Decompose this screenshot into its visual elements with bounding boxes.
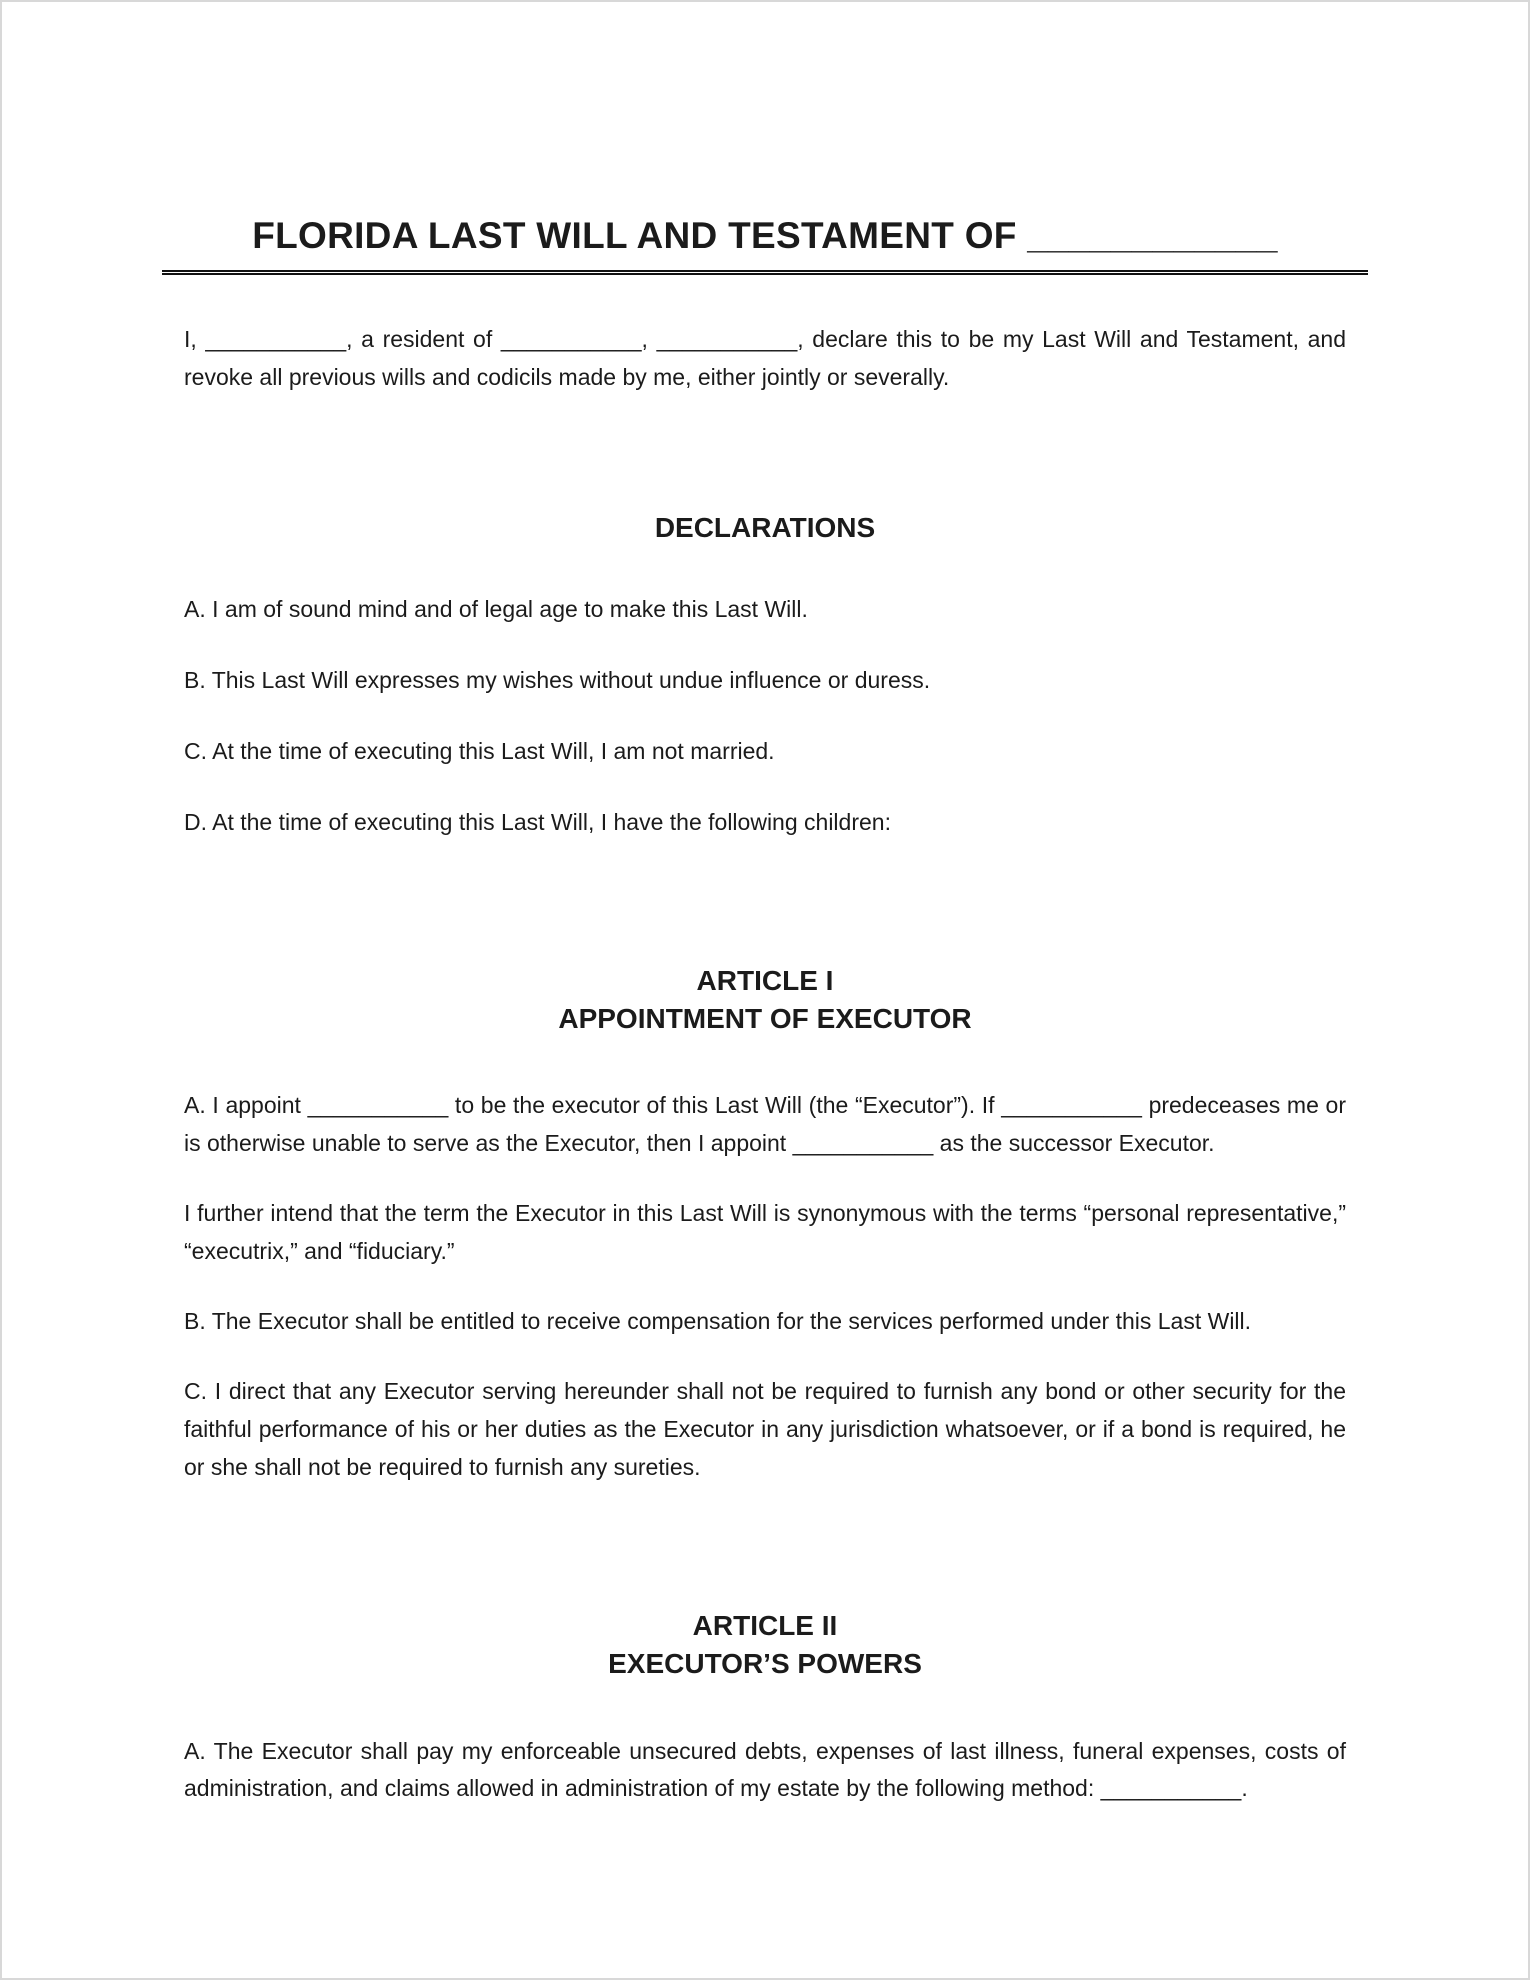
declaration-item-c: C. At the time of executing this Last Will, I am not married.	[184, 737, 775, 764]
declaration-item-b: B. This Last Will expresses my wishes without undue influence or duress.	[184, 667, 931, 693]
article-1-paragraph-c: C. I direct that any Executor serving hereunder shall not be required to furnish any bond or other security for the faithful performance of his or her duties as the Executor in any jurisdiction whatsoever, or if a bond is required, he or she shall not be required to furnish any sureties.	[184, 1378, 1346, 1480]
article-2-section	[184, 1607, 1346, 1808]
article-1-paragraph-b: B. The Executor shall be entitled to receive compensation for the services performed under this Last Will.	[184, 1308, 1252, 1335]
article-2-heading-number: ARTICLE II	[692, 1609, 838, 1641]
article-1-section	[184, 962, 1346, 1487]
declarations-section	[184, 509, 1346, 842]
intro-paragraph: I, ___________, a resident of ___________, ___________, declare this to be my Last Will and Testament, and revoke all previous wills and codicils made by me, either jointly or severally.	[184, 326, 1346, 391]
article-1-heading-title: APPOINTMENT OF EXECUTOR	[558, 1002, 972, 1034]
declarations-heading: DECLARATIONS	[654, 512, 876, 544]
article-1-heading-number: ARTICLE I	[696, 964, 834, 996]
article-2-heading-title: EXECUTOR’S POWERS	[608, 1647, 922, 1679]
article-1-heading	[184, 962, 1346, 1038]
article-1-paragraph-a: A. I appoint ___________ to be the executor of this Last Will (the “Executor”). If ___________ predeceases me or is otherwise unable to serve as the Executor, then I appoint ___________ as the successor Executor.	[184, 1092, 1346, 1157]
document-title: FLORIDA LAST WILL AND TESTAMENT OF ____________	[162, 214, 1368, 275]
article-2-paragraph-a: A. The Executor shall pay my enforceable unsecured debts, expenses of last illness, funeral expenses, costs of administration, and claims allowed in administration of my estate by the following method: ___________.	[184, 1737, 1346, 1802]
article-2-heading	[184, 1607, 1346, 1683]
declaration-item-a: A. I am of sound mind and of legal age to make this Last Will.	[184, 596, 808, 623]
declaration-item-d: D. At the time of executing this Last Will, I have the following children:	[184, 808, 891, 835]
article-1-paragraph-intent: I further intend that the term the Executor in this Last Will is synonymous with the terms “personal representative,” “executrix,” and “fiduciary.”	[184, 1200, 1346, 1265]
